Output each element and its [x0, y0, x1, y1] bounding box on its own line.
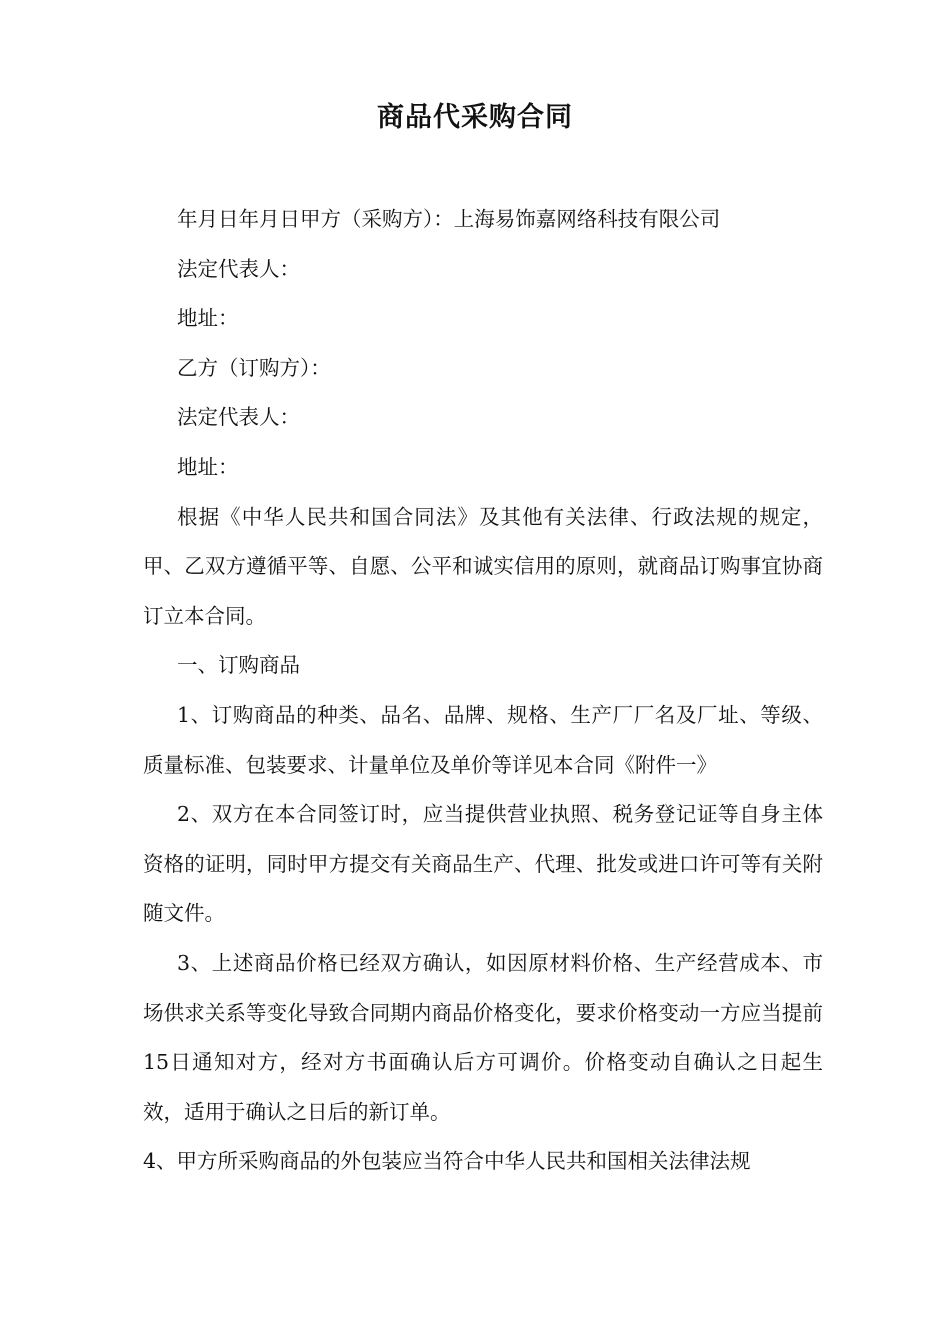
clause-2: 2、双方在本合同签订时，应当提供营业执照、税务登记证等自身主体资格的证明，同时甲方提交有关商品生产、代理、批发或进口许可等有关附随文件。	[143, 802, 823, 926]
party-a-line: 年月日年月日甲方（采购方）：上海易饰嘉网络科技有限公司	[177, 207, 721, 231]
document-title: 商品代采购合同	[377, 102, 573, 133]
party-b-address: 地址：	[177, 454, 239, 479]
clause-1: 1、订购商品的种类、品名、品牌、规格、生产厂厂名及厂址、等级、质量标准、包装要求、计量单位及单价等详见本合同《附件一》	[143, 702, 823, 777]
party-b-representative: 法定代表人：	[177, 405, 300, 430]
document-body	[143, 195, 823, 1187]
party-a-representative: 法定代表人：	[177, 256, 300, 281]
clause-4: 4、甲方所采购商品的外包装应当符合中华人民共和国相关法律法规	[143, 1149, 751, 1174]
section-heading-1: 一、订购商品	[177, 653, 300, 678]
clause-3: 3、上述商品价格已经双方确认，如因原材料价格、生产经营成本、市场供求关系等变化导致合同期内商品价格变化，要求价格变动一方应当提前15日通知对方，经对方书面确认后方可调价。价格变动自确认之日起生效，适用于确认之日后的新订单。	[143, 950, 823, 1124]
party-a-address: 地址：	[177, 306, 239, 331]
party-b-line: 乙方（订购方）：	[177, 355, 331, 380]
preamble-paragraph: 根据《中华人民共和国合同法》及其他有关法律、行政法规的规定，甲、乙双方遵循平等、自愿、公平和诚实信用的原则，就商品订购事宜协商订立本合同。	[143, 504, 823, 628]
